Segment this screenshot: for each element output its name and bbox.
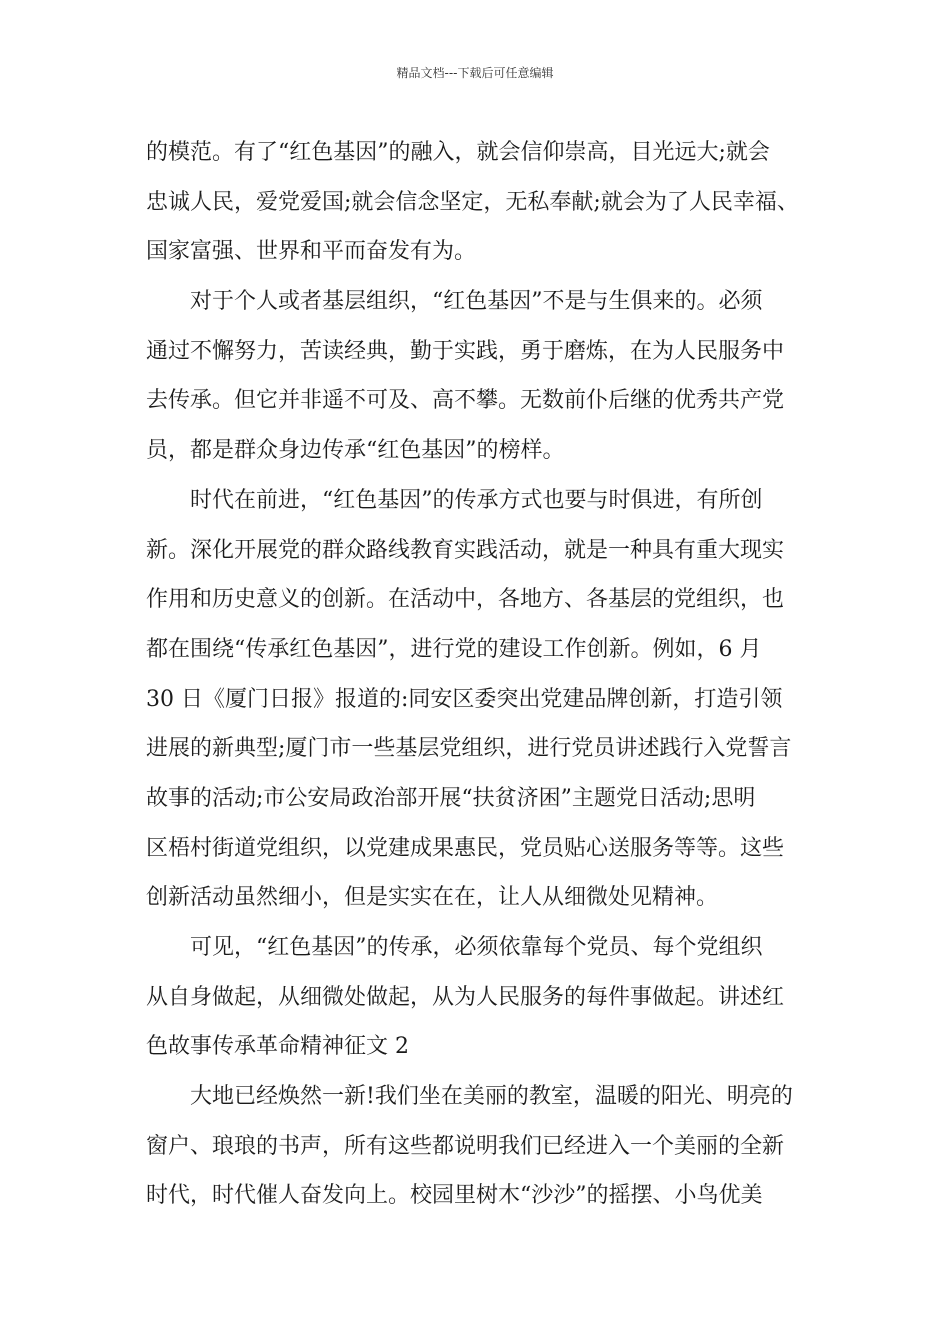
text-line: 色故事传承革命精神征文 2 — [146, 1034, 409, 1060]
paragraph-first-line: 时代在前进，“红色基因”的传承方式也要与时俱进，有所创 — [190, 487, 763, 513]
text-line: 从自身做起，从细微处做起，从为人民服务的每件事做起。讲述红 — [146, 984, 785, 1010]
text-line: 故事的活动;市公安局政治部开展“扶贫济困”主题党日活动;思明 — [146, 785, 756, 811]
text-line: 都在围绕“传承红色基因”，进行党的建设工作创新。例如，6 月 — [146, 636, 762, 662]
text-line: 区梧村街道党组织，以党建成果惠民，党员贴心送服务等等。这些 — [146, 835, 785, 861]
paragraph-first-line: 对于个人或者基层组织，“红色基因”不是与生俱来的。必须 — [190, 289, 763, 315]
text-line: 窗户、琅琅的书声，所有这些都说明我们已经进入一个美丽的全新 — [146, 1133, 785, 1159]
text-line: 去传承。但它并非遥不可及、高不攀。无数前仆后继的优秀共产党 — [146, 388, 785, 414]
text-line: 时代，时代催人奋发向上。校园里树木“沙沙”的摇摆、小鸟优美 — [146, 1183, 763, 1209]
paragraph-first-line: 可见，“红色基因”的传承，必须依靠每个党员、每个党组织 — [190, 935, 763, 960]
page-header: 精品文档---下载后可任意编辑 — [396, 66, 554, 80]
text-line: 的模范。有了“红色基因”的融入，就会信仰崇高，目光远大;就会 — [146, 140, 770, 165]
text-line: 作用和历史意义的创新。在活动中，各地方、各基层的党组织，也 — [146, 587, 785, 613]
paragraph-first-line: 大地已经焕然一新!我们坐在美丽的教室，温暖的阳光、明亮的 — [190, 1084, 793, 1110]
text-line: 员，都是群众身边传承“红色基因”的榜样。 — [146, 438, 565, 464]
text-line: 国家富强、世界和平而奋发有为。 — [146, 239, 477, 265]
text-line: 忠诚人民，爱党爱国;就会信念坚定，无私奉献;就会为了人民幸福、 — [146, 189, 799, 215]
text-line: 新。深化开展党的群众路线教育实践活动，就是一种具有重大现实 — [146, 537, 785, 563]
text-line: 30 日《厦门日报》报道的:同安区委突出党建品牌创新，打造引领 — [146, 686, 783, 712]
text-line: 进展的新典型;厦门市一些基层党组织，进行党员讲述践行入党誓言 — [146, 736, 792, 762]
text-line: 通过不懈努力，苦读经典，勤于实践，勇于磨炼，在为人民服务中 — [146, 338, 785, 364]
document-body — [146, 128, 810, 1221]
text-line: 创新活动虽然细小，但是实实在在，让人从细微处见精神。 — [146, 885, 719, 911]
